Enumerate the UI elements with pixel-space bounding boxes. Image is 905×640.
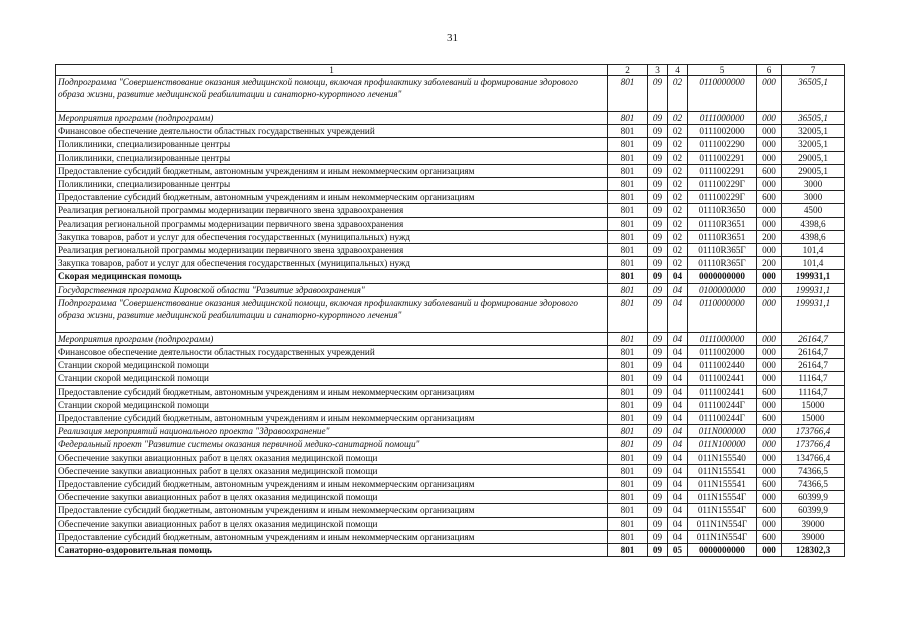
ministry-code-cell: 801 [608,346,648,359]
target-item-code-cell: 01110R365Г [688,244,757,257]
section-code-cell: 09 [648,270,668,283]
target-item-code-cell: 0111002441 [688,385,757,398]
amount-cell: 101,4 [782,257,845,270]
amount-cell: 15000 [782,398,845,411]
row-name-cell: Станции скорой медицинской помощи [56,359,608,372]
target-item-code-cell: 0111002291 [688,164,757,177]
target-item-code-cell: 011N155541 [688,464,757,477]
ministry-code-cell: 801 [608,385,648,398]
budget-table-body [56,65,845,557]
row-name-cell: Обеспечение закупки авиационных работ в целях оказания медицинской помощи [56,517,608,530]
ministry-code-cell: 801 [608,359,648,372]
expense-type-code-cell: 000 [757,451,782,464]
section-code-cell: 09 [648,346,668,359]
expense-type-code-cell: 000 [757,491,782,504]
section-code-cell: 09 [648,372,668,385]
target-item-code-cell: 0111002000 [688,125,757,138]
subsection-code-cell: 04 [668,478,688,491]
target-item-code-cell: 011N000000 [688,425,757,438]
section-code-cell: 09 [648,76,668,112]
subsection-code-cell: 02 [668,151,688,164]
target-item-code-cell: 011100229Г [688,178,757,191]
target-item-code-cell: 01110R3651 [688,230,757,243]
header-cell: 2 [608,65,648,76]
expense-type-code-cell: 000 [757,283,782,296]
table-row [56,178,845,191]
amount-cell: 60399,9 [782,491,845,504]
row-name-cell: Федеральный проект "Развитие системы оказания первичной медико-санитарной помощи" [56,438,608,451]
table-row [56,478,845,491]
ministry-code-cell: 801 [608,125,648,138]
amount-cell: 101,4 [782,244,845,257]
row-name-cell: Предоставление субсидий бюджетным, автономным учреждениям и иным некоммерческим организациям [56,164,608,177]
expense-type-code-cell: 000 [757,296,782,332]
row-name-cell: Предоставление субсидий бюджетным, автономным учреждениям и иным некоммерческим организациям [56,504,608,517]
ministry-code-cell: 801 [608,244,648,257]
amount-cell: 29005,1 [782,164,845,177]
section-code-cell: 09 [648,125,668,138]
amount-cell: 3000 [782,178,845,191]
amount-cell: 26164,7 [782,346,845,359]
subsection-code-cell: 04 [668,412,688,425]
table-row [56,464,845,477]
table-row [56,530,845,543]
subsection-code-cell: 02 [668,230,688,243]
subsection-code-cell: 04 [668,491,688,504]
section-code-cell: 09 [648,138,668,151]
subsection-code-cell: 04 [668,359,688,372]
target-item-code-cell: 0111002291 [688,151,757,164]
ministry-code-cell: 801 [608,178,648,191]
table-row [56,204,845,217]
section-code-cell: 09 [648,504,668,517]
target-item-code-cell: 011N15554Г [688,491,757,504]
row-name-cell: Реализация мероприятий национального проекта "Здравоохранение" [56,425,608,438]
amount-cell: 199931,1 [782,296,845,332]
table-row [56,138,845,151]
subsection-code-cell: 04 [668,438,688,451]
expense-type-code-cell: 200 [757,230,782,243]
section-code-cell: 09 [648,530,668,543]
section-code-cell: 09 [648,257,668,270]
target-item-code-cell: 0111002441 [688,372,757,385]
target-item-code-cell: 011N1N554Г [688,517,757,530]
header-cell: 1 [56,65,608,76]
table-header-row [56,65,845,76]
amount-cell: 134766,4 [782,451,845,464]
subsection-code-cell: 04 [668,451,688,464]
section-code-cell: 09 [648,204,668,217]
table-row [56,359,845,372]
amount-cell: 74366,5 [782,464,845,477]
target-item-code-cell: 011N155541 [688,478,757,491]
subsection-code-cell: 02 [668,138,688,151]
row-name-cell: Мероприятия программ (подпрограмм) [56,112,608,125]
row-name-cell: Реализация региональной программы модернизации первичного звена здравоохранения [56,244,608,257]
target-item-code-cell: 011N155540 [688,451,757,464]
table-row [56,164,845,177]
target-item-code-cell: 01110R3651 [688,217,757,230]
subsection-code-cell: 04 [668,530,688,543]
row-name-cell: Обеспечение закупки авиационных работ в целях оказания медицинской помощи [56,464,608,477]
table-row [56,257,845,270]
row-name-cell: Финансовое обеспечение деятельности областных государственных учреждений [56,346,608,359]
subsection-code-cell: 02 [668,257,688,270]
target-item-code-cell: 0000000000 [688,270,757,283]
ministry-code-cell: 801 [608,491,648,504]
expense-type-code-cell: 600 [757,504,782,517]
expense-type-code-cell: 000 [757,125,782,138]
expense-type-code-cell: 000 [757,217,782,230]
subsection-code-cell: 04 [668,504,688,517]
subsection-code-cell: 04 [668,425,688,438]
row-name-cell: Предоставление субсидий бюджетным, автономным учреждениям и иным некоммерческим организациям [56,478,608,491]
ministry-code-cell: 801 [608,296,648,332]
header-cell: 6 [757,65,782,76]
table-row [56,270,845,283]
section-code-cell: 09 [648,151,668,164]
section-code-cell: 09 [648,517,668,530]
expense-type-code-cell: 600 [757,385,782,398]
ministry-code-cell: 801 [608,164,648,177]
section-code-cell: 09 [648,425,668,438]
section-code-cell: 09 [648,244,668,257]
subsection-code-cell: 04 [668,372,688,385]
row-name-cell: Поликлиники, специализированные центры [56,151,608,164]
ministry-code-cell: 801 [608,332,648,345]
ministry-code-cell: 801 [608,544,648,557]
expense-type-code-cell: 000 [757,464,782,477]
row-name-cell: Государственная программа Кировской области "Развитие здравоохранения" [56,283,608,296]
target-item-code-cell: 0111000000 [688,332,757,345]
expense-type-code-cell: 000 [757,398,782,411]
subsection-code-cell: 02 [668,204,688,217]
target-item-code-cell: 011100244Г [688,412,757,425]
amount-cell: 199931,1 [782,283,845,296]
table-row [56,151,845,164]
table-row [56,425,845,438]
amount-cell: 39000 [782,530,845,543]
row-name-cell: Предоставление субсидий бюджетным, автономным учреждениям и иным некоммерческим организациям [56,191,608,204]
header-cell: 3 [648,65,668,76]
row-name-cell: Предоставление субсидий бюджетным, автономным учреждениям и иным некоммерческим организациям [56,530,608,543]
amount-cell: 74366,5 [782,478,845,491]
expense-type-code-cell: 000 [757,346,782,359]
table-row [56,491,845,504]
target-item-code-cell: 0111000000 [688,112,757,125]
ministry-code-cell: 801 [608,517,648,530]
table-row [56,296,845,332]
expense-type-code-cell: 600 [757,164,782,177]
target-item-code-cell: 0000000000 [688,544,757,557]
amount-cell: 128302,3 [782,544,845,557]
expense-type-code-cell: 000 [757,244,782,257]
expense-type-code-cell: 600 [757,412,782,425]
table-row [56,385,845,398]
row-name-cell: Санаторно-оздоровительная помощь [56,544,608,557]
table-row [56,76,845,112]
target-item-code-cell: 0100000000 [688,283,757,296]
amount-cell: 4398,6 [782,217,845,230]
header-cell: 4 [668,65,688,76]
section-code-cell: 09 [648,230,668,243]
table-row [56,125,845,138]
row-name-cell: Предоставление субсидий бюджетным, автономным учреждениям и иным некоммерческим организациям [56,412,608,425]
section-code-cell: 09 [648,332,668,345]
target-item-code-cell: 0110000000 [688,296,757,332]
row-name-cell: Обеспечение закупки авиационных работ в целях оказания медицинской помощи [56,451,608,464]
amount-cell: 4500 [782,204,845,217]
section-code-cell: 09 [648,451,668,464]
section-code-cell: 09 [648,359,668,372]
expense-type-code-cell: 000 [757,359,782,372]
section-code-cell: 09 [648,178,668,191]
table-row [56,438,845,451]
row-name-cell: Мероприятия программ (подпрограмм) [56,332,608,345]
expense-type-code-cell: 000 [757,76,782,112]
subsection-code-cell: 02 [668,244,688,257]
amount-cell: 199931,1 [782,270,845,283]
table-row [56,112,845,125]
ministry-code-cell: 801 [608,76,648,112]
section-code-cell: 09 [648,398,668,411]
target-item-code-cell: 0110000000 [688,76,757,112]
subsection-code-cell: 04 [668,385,688,398]
target-item-code-cell: 011N15554Г [688,504,757,517]
amount-cell: 15000 [782,412,845,425]
section-code-cell: 09 [648,112,668,125]
table-row [56,451,845,464]
table-row [56,398,845,411]
row-name-cell: Предоставление субсидий бюджетным, автономным учреждениям и иным некоммерческим организациям [56,385,608,398]
amount-cell: 26164,7 [782,332,845,345]
ministry-code-cell: 801 [608,464,648,477]
expense-type-code-cell: 000 [757,138,782,151]
row-name-cell: Подпрограмма "Совершенствование оказания медицинской помощи, включая профилактику заболеваний и формирование здорового образа жизни, развитие медицинской реабилитации и санаторно-курортного лечения" [56,76,608,112]
section-code-cell: 09 [648,412,668,425]
expense-type-code-cell: 000 [757,112,782,125]
ministry-code-cell: 801 [608,230,648,243]
amount-cell: 173766,4 [782,438,845,451]
ministry-code-cell: 801 [608,438,648,451]
row-name-cell: Поликлиники, специализированные центры [56,138,608,151]
subsection-code-cell: 02 [668,191,688,204]
target-item-code-cell: 01110R365Г [688,257,757,270]
amount-cell: 4398,6 [782,230,845,243]
expense-type-code-cell: 200 [757,257,782,270]
target-item-code-cell: 0111002290 [688,138,757,151]
budget-table [55,64,845,557]
expense-type-code-cell: 000 [757,270,782,283]
page-number: 31 [447,32,458,44]
target-item-code-cell: 01110R3650 [688,204,757,217]
ministry-code-cell: 801 [608,478,648,491]
subsection-code-cell: 05 [668,544,688,557]
ministry-code-cell: 801 [608,217,648,230]
expense-type-code-cell: 000 [757,438,782,451]
section-code-cell: 09 [648,491,668,504]
target-item-code-cell: 011N1N554Г [688,530,757,543]
row-name-cell: Обеспечение закупки авиационных работ в целях оказания медицинской помощи [56,491,608,504]
section-code-cell: 09 [648,438,668,451]
target-item-code-cell: 011100244Г [688,398,757,411]
subsection-code-cell: 04 [668,296,688,332]
section-code-cell: 09 [648,164,668,177]
expense-type-code-cell: 000 [757,151,782,164]
row-name-cell: Закупка товаров, работ и услуг для обеспечения государственных (муниципальных) нужд [56,257,608,270]
row-name-cell: Подпрограмма "Совершенствование оказания медицинской помощи, включая профилактику заболеваний и формирование здорового образа жизни, развитие медицинской реабилитации и санаторно-курортного лечения" [56,296,608,332]
header-cell: 7 [782,65,845,76]
row-name-cell: Станции скорой медицинской помощи [56,398,608,411]
section-code-cell: 09 [648,191,668,204]
amount-cell: 60399,9 [782,504,845,517]
ministry-code-cell: 801 [608,204,648,217]
header-cell: 5 [688,65,757,76]
subsection-code-cell: 04 [668,270,688,283]
amount-cell: 36505,1 [782,112,845,125]
subsection-code-cell: 02 [668,125,688,138]
amount-cell: 32005,1 [782,138,845,151]
subsection-code-cell: 04 [668,464,688,477]
section-code-cell: 09 [648,283,668,296]
table-row [56,346,845,359]
expense-type-code-cell: 000 [757,517,782,530]
row-name-cell: Реализация региональной программы модернизации первичного звена здравоохранения [56,204,608,217]
ministry-code-cell: 801 [608,504,648,517]
ministry-code-cell: 801 [608,398,648,411]
target-item-code-cell: 0111002000 [688,346,757,359]
row-name-cell: Финансовое обеспечение деятельности областных государственных учреждений [56,125,608,138]
subsection-code-cell: 02 [668,76,688,112]
subsection-code-cell: 04 [668,517,688,530]
amount-cell: 32005,1 [782,125,845,138]
subsection-code-cell: 02 [668,164,688,177]
target-item-code-cell: 011N100000 [688,438,757,451]
subsection-code-cell: 02 [668,178,688,191]
subsection-code-cell: 04 [668,398,688,411]
amount-cell: 11164,7 [782,385,845,398]
table-row [56,332,845,345]
table-row [56,230,845,243]
amount-cell: 29005,1 [782,151,845,164]
expense-type-code-cell: 000 [757,178,782,191]
section-code-cell: 09 [648,385,668,398]
row-name-cell: Реализация региональной программы модернизации первичного звена здравоохранения [56,217,608,230]
expense-type-code-cell: 600 [757,478,782,491]
table-row [56,504,845,517]
section-code-cell: 09 [648,296,668,332]
expense-type-code-cell: 000 [757,425,782,438]
expense-type-code-cell: 000 [757,372,782,385]
row-name-cell: Станции скорой медицинской помощи [56,372,608,385]
section-code-cell: 09 [648,544,668,557]
table-row [56,544,845,557]
table-row [56,412,845,425]
table-row [56,283,845,296]
table-row [56,517,845,530]
ministry-code-cell: 801 [608,112,648,125]
subsection-code-cell: 02 [668,217,688,230]
subsection-code-cell: 02 [668,112,688,125]
ministry-code-cell: 801 [608,530,648,543]
ministry-code-cell: 801 [608,270,648,283]
amount-cell: 26164,7 [782,359,845,372]
ministry-code-cell: 801 [608,191,648,204]
table-row [56,191,845,204]
ministry-code-cell: 801 [608,372,648,385]
ministry-code-cell: 801 [608,412,648,425]
row-name-cell: Скорая медицинская помощь [56,270,608,283]
expense-type-code-cell: 000 [757,332,782,345]
ministry-code-cell: 801 [608,257,648,270]
ministry-code-cell: 801 [608,283,648,296]
amount-cell: 36505,1 [782,76,845,112]
target-item-code-cell: 011100229Г [688,191,757,204]
expense-type-code-cell: 000 [757,544,782,557]
ministry-code-cell: 801 [608,425,648,438]
ministry-code-cell: 801 [608,138,648,151]
expense-type-code-cell: 000 [757,204,782,217]
ministry-code-cell: 801 [608,451,648,464]
subsection-code-cell: 04 [668,332,688,345]
expense-type-code-cell: 600 [757,191,782,204]
table-row [56,217,845,230]
amount-cell: 11164,7 [782,372,845,385]
amount-cell: 3000 [782,191,845,204]
subsection-code-cell: 04 [668,283,688,296]
section-code-cell: 09 [648,217,668,230]
ministry-code-cell: 801 [608,151,648,164]
row-name-cell: Поликлиники, специализированные центры [56,178,608,191]
section-code-cell: 09 [648,464,668,477]
target-item-code-cell: 0111002440 [688,359,757,372]
section-code-cell: 09 [648,478,668,491]
amount-cell: 39000 [782,517,845,530]
expense-type-code-cell: 600 [757,530,782,543]
table-row [56,372,845,385]
table-row [56,244,845,257]
row-name-cell: Закупка товаров, работ и услуг для обеспечения государственных (муниципальных) нужд [56,230,608,243]
subsection-code-cell: 04 [668,346,688,359]
amount-cell: 173766,4 [782,425,845,438]
